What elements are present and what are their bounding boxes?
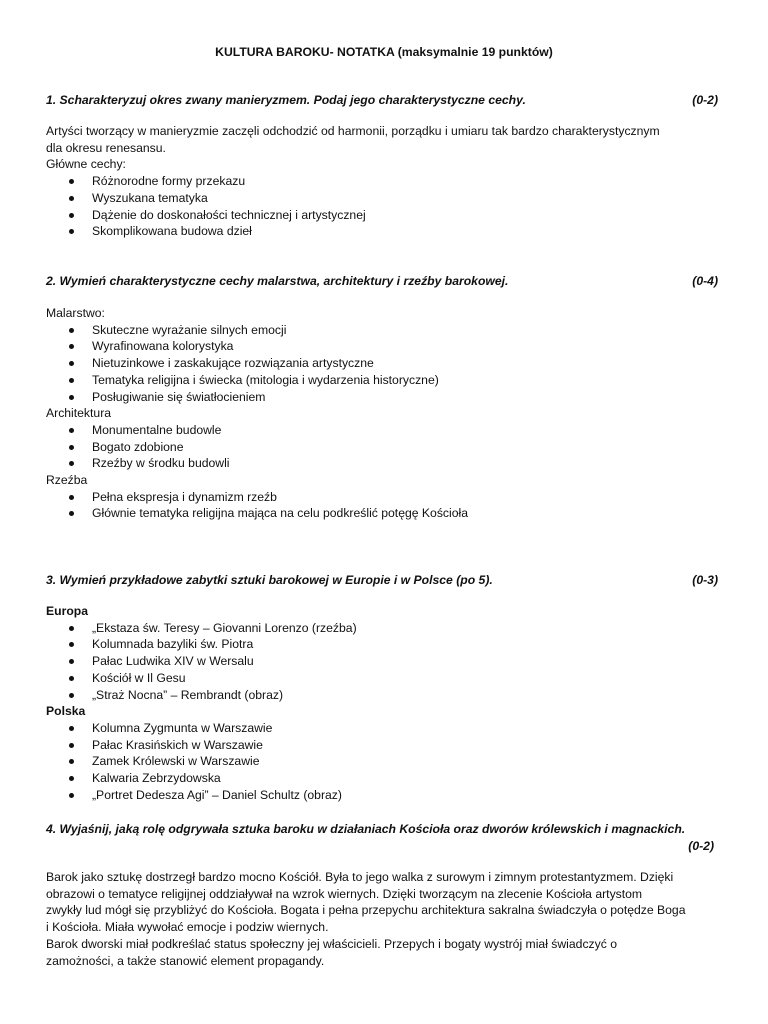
list-item: „Portret Dedesza Agi” – Daniel Schultz (obraz): [46, 787, 726, 804]
answer-2: [46, 305, 726, 522]
list-item: Głównie tematyka religijna mająca na celu podkreślić potęgę Kościoła: [46, 505, 726, 522]
question-4-heading: [46, 821, 718, 854]
list-item: Wyszukana tematyka: [46, 190, 726, 207]
list-item: Rzeźby w środku budowli: [46, 455, 726, 472]
list-item: Monumentalne budowle: [46, 422, 726, 439]
question-4-points: (0-2): [688, 838, 714, 853]
question-4-text: 4. Wyjaśnij, jaką rolę odgrywała sztuka baroku w działaniach Kościoła oraz dworów królewskich i magnackich.: [46, 822, 686, 836]
list-item: Skuteczne wyrażanie silnych emocji: [46, 322, 726, 339]
architecture-list: [46, 422, 726, 472]
question-1-points: (0-2): [692, 93, 718, 107]
list-item: Posługiwanie się światłocieniem: [46, 389, 726, 406]
question-1-text: 1. Scharakteryzuj okres zwany manieryzmem. Podaj jego charakterystyczne cechy.: [46, 93, 526, 107]
sculpture-list: [46, 489, 726, 522]
list-item: Kalwaria Zebrzydowska: [46, 770, 726, 787]
answer-4-line: Barok dworski miał podkreślać status społeczny jej właścicieli. Przepych i bogaty wystrój miał świadczyć o: [46, 936, 617, 951]
sculpture-label: Rzeźba: [46, 473, 88, 488]
list-item: Tematyka religijna i świecka (mitologia i wydarzenia historyczne): [46, 372, 726, 389]
document-title: KULTURA BAROKU- NOTATKA (maksymalnie 19 punktów): [215, 45, 553, 59]
list-item: Pełna ekspresja i dynamizm rzeźb: [46, 489, 726, 506]
painting-list: [46, 322, 726, 406]
answer-4-line: Barok jako sztukę dostrzegł bardzo mocno Kościół. Była to jego walka z surowym i zimnym protestantyzmem. Dzięki: [46, 870, 674, 884]
question-3-points: (0-3): [692, 573, 718, 587]
list-item: Pałac Krasińskich w Warszawie: [46, 737, 726, 754]
list-item: „Straż Nocna” – Rembrandt (obraz): [46, 687, 726, 704]
list-item: Kolumna Zygmunta w Warszawie: [46, 720, 726, 737]
list-item: Bogato zdobione: [46, 439, 726, 456]
list-item: Nietuzinkowe i zaskakujące rozwiązania artystyczne: [46, 355, 726, 372]
list-item: Dążenie do doskonałości technicznej i artystycznej: [46, 207, 726, 224]
list-item: Pałac Ludwika XIV w Wersalu: [46, 653, 726, 670]
list-item: „Ekstaza św. Teresy – Giovanni Lorenzo (rzeźba): [46, 620, 726, 637]
answer-1-intro-line-2: dla okresu renesansu.: [46, 140, 166, 155]
features-label: Główne cechy:: [46, 157, 126, 172]
architecture-label: Architektura: [46, 406, 112, 421]
answer-4-line: zamożności, a także stanowić element propagandy.: [46, 953, 325, 968]
list-item: Różnorodne formy przekazu: [46, 173, 726, 190]
answer-1-intro-line-1: Artyści tworzący w manieryzmie zaczęli odchodzić od harmonii, porządku i umiaru tak bardzo charakterystycznym: [46, 124, 660, 138]
answer-4: [46, 869, 726, 969]
question-3-heading: [46, 572, 718, 589]
europe-label: Europa: [46, 604, 88, 618]
europe-list: [46, 620, 726, 704]
features-list: [46, 173, 726, 240]
question-3-text: 3. Wymień przykładowe zabytki sztuki barokowej w Europie i w Polsce (po 5).: [46, 573, 493, 587]
answer-3: [46, 603, 726, 803]
answer-1: [46, 123, 726, 240]
list-item: Kościół w Il Gesu: [46, 670, 726, 687]
list-item: Kolumnada bazyliki św. Piotra: [46, 636, 726, 653]
question-2-heading: [46, 273, 718, 290]
question-2-text: 2. Wymień charakterystyczne cechy malarstwa, architektury i rzeźby barokowej.: [46, 274, 509, 288]
list-item: Zamek Królewski w Warszawie: [46, 753, 726, 770]
answer-4-line: obrazowi o tematyce religijnej oddziaływał na wzrok wiernych. Dzięki tworzącym na zlecenie Kościoła artystom: [46, 886, 643, 901]
poland-list: [46, 720, 726, 804]
list-item: Wyrafinowana kolorystyka: [46, 338, 726, 355]
painting-label: Malarstwo:: [46, 306, 105, 320]
list-item: Skomplikowana budowa dzieł: [46, 223, 726, 240]
question-2-points: (0-4): [692, 274, 718, 288]
answer-4-line: i Kościoła. Miała wywołać emocje i podziw wiernych.: [46, 920, 329, 935]
answer-4-line: zwykły lud mógł się przybliżyć do Kościoła. Bogata i pełna przepychu architektura sakralna świadczyła o potędze Boga: [46, 903, 686, 918]
question-1-heading: [46, 92, 718, 109]
poland-label: Polska: [46, 704, 86, 719]
